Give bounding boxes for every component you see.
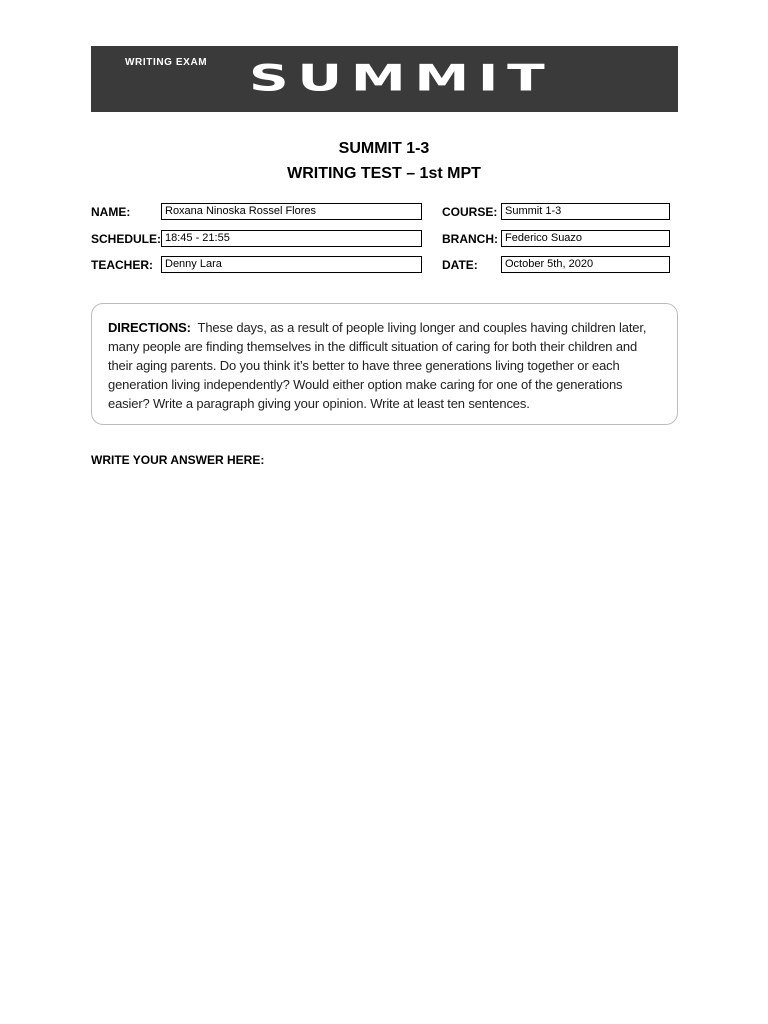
document-title: SUMMIT 1-3 [338, 140, 430, 157]
teacher-label: TEACHER: [91, 258, 153, 272]
exam-banner [91, 46, 678, 112]
document-subtitle: WRITING TEST – 1st MPT [287, 165, 481, 182]
answer-label: WRITE YOUR ANSWER HERE: [91, 453, 265, 467]
date-field[interactable]: October 5th, 2020 [501, 256, 670, 273]
directions-label: DIRECTIONS: [108, 320, 195, 335]
course-label: COURSE: [442, 205, 498, 219]
directions-text: These days, as a result of people living longer and couples having children later, many people are finding themselves in the difficult situation of caring for both their children and their aging parents. Do you think it’s better to have three generations living together or each generation living independently? Would either option make caring for one of the generations easier? Write a paragraph giving your opinion. Write at least ten sentences. [108, 320, 647, 411]
branch-label: BRANCH: [442, 232, 498, 246]
date-label: DATE: [442, 258, 478, 272]
directions-box [91, 303, 678, 425]
schedule-label: SCHEDULE: [91, 232, 162, 246]
name-field[interactable]: Roxana Ninoska Rossel Flores [161, 203, 422, 220]
schedule-field[interactable]: 18:45 - 21:55 [161, 230, 422, 247]
branch-field[interactable]: Federico Suazo [501, 230, 670, 247]
teacher-field[interactable]: Denny Lara [161, 256, 422, 273]
banner-logo-text: SUMMIT [249, 57, 554, 99]
banner-subtitle: WRITING EXAM [125, 57, 208, 68]
name-label: NAME: [91, 205, 131, 219]
course-field[interactable]: Summit 1-3 [501, 203, 670, 220]
